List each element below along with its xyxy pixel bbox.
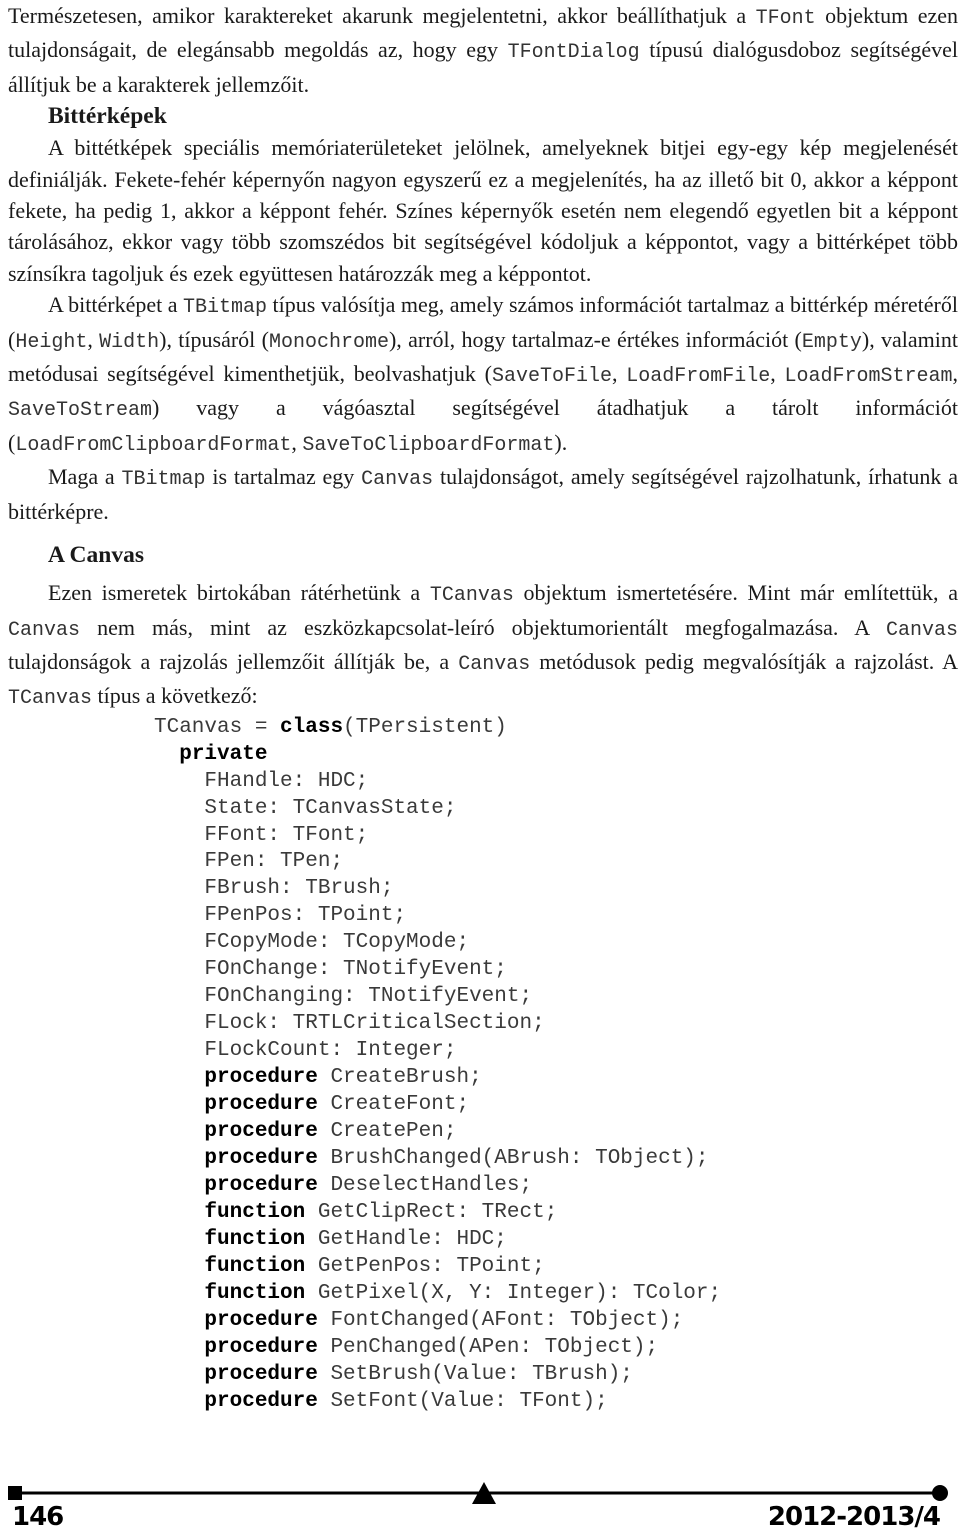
code-text: FCopyMode: TCopyMode; — [204, 931, 470, 955]
code-keyword: procedure — [204, 1146, 318, 1170]
code-text: FOnChanging: TNotifyEvent; — [204, 985, 533, 1009]
text-run: ) vagy a vágóasztal segítségével átadhatjuk a tárolt információt ( — [8, 395, 958, 455]
code-text: TCanvas = — [154, 715, 281, 739]
code-line — [154, 1011, 958, 1038]
issue-label: 2012-2013/4 — [767, 1502, 940, 1532]
code-text: FLock: TRTLCriticalSection; — [204, 1012, 545, 1036]
code-keyword: procedure — [204, 1308, 318, 1332]
code-keyword: procedure — [204, 1093, 318, 1117]
text-run: objektum ezen tulajdonságait, de elegánsabb megoldás az, hogy egy — [8, 3, 959, 63]
code-line — [154, 1119, 958, 1146]
text-run: ), típusáról ( — [159, 326, 269, 352]
code-inline: Canvas — [361, 468, 434, 492]
code-keyword: procedure — [204, 1120, 318, 1144]
code-inline: Width — [99, 330, 160, 354]
code-text: FPenPos: TPoint; — [204, 904, 407, 928]
code-inline: TCanvas — [8, 687, 93, 711]
text-run: nem más, mint az eszközkapcsolat-leíró objektumorientált megfogalmazása. A — [80, 614, 886, 640]
code-inline: LoadFromFile — [626, 365, 771, 389]
circle-marker-icon — [932, 1485, 948, 1501]
text-run: ). — [554, 429, 568, 455]
text-run: ), arról, hogy tartalmaz-e értékes információt ( — [388, 326, 802, 352]
code-text: FPen: TPen; — [204, 850, 344, 874]
code-inline: TCanvas — [429, 584, 514, 608]
code-text: FFont: TFont; — [204, 823, 369, 847]
page-content — [8, 0, 958, 1416]
code-line — [154, 1146, 958, 1173]
code-line — [154, 930, 958, 957]
page-footer — [0, 1476, 960, 1534]
code-line — [154, 1281, 958, 1308]
code-keyword: procedure — [204, 1335, 318, 1359]
code-text: BrushChanged(ABrush: TObject); — [317, 1146, 709, 1170]
square-marker-icon — [8, 1486, 22, 1500]
code-line — [154, 1200, 958, 1227]
text-run: A bittérképet a — [48, 292, 184, 318]
code-keyword: function — [204, 1200, 306, 1224]
code-text: GetClipRect: TRect; — [305, 1200, 558, 1224]
code-line — [154, 1335, 958, 1362]
text-run: , — [611, 361, 627, 387]
page-number: 146 — [12, 1502, 64, 1532]
paragraph-canvas-property — [8, 461, 958, 527]
code-keyword: procedure — [204, 1389, 318, 1413]
code-line — [154, 1092, 958, 1119]
code-keyword: function — [204, 1254, 306, 1278]
code-inline: Empty — [801, 330, 862, 354]
code-line — [154, 957, 958, 984]
code-keyword: private — [179, 742, 268, 766]
code-text: PenChanged(APen: TObject); — [317, 1335, 659, 1359]
text-run: tulajdonságok a rajzolás jellemzőit állítják be, a — [8, 648, 459, 674]
code-line — [154, 715, 958, 742]
code-line — [154, 1308, 958, 1335]
text-run: , — [952, 361, 959, 387]
text-run: típusú dialógusdoboz segítségével állítjuk be a karakterek jellemzőit. — [8, 37, 958, 97]
text-run: tulajdonságot, amely segítségével rajzolhatunk, írhatunk a bittérképre. — [8, 464, 959, 524]
text-run: , — [770, 361, 785, 387]
paragraph-tcanvas — [8, 577, 958, 715]
text-run: metódusok pedig megvalósítják a rajzolást. A — [530, 648, 958, 674]
text-run: ), valamint metódusai segítségével kimenthetjük, beolvashatjuk ( — [8, 326, 958, 387]
code-line — [154, 823, 958, 850]
text-run: , — [291, 429, 303, 455]
code-text: FontChanged(AFont: TObject); — [317, 1308, 684, 1332]
code-inline: SaveToFile — [491, 365, 612, 389]
code-inline: LoadFromStream — [784, 365, 953, 389]
code-line — [154, 1254, 958, 1281]
code-inline: Height — [15, 330, 88, 354]
code-line — [154, 903, 958, 930]
code-inline: TBitmap — [121, 468, 206, 492]
code-inline: TFont — [755, 7, 816, 30]
code-text: SetBrush(Value: TBrush); — [317, 1362, 633, 1386]
text-run: is tartalmaz egy — [205, 464, 362, 490]
code-text: CreateBrush; — [317, 1066, 482, 1090]
code-keyword: procedure — [204, 1066, 318, 1090]
text-run: Ezen ismeretek birtokában rátérhetünk a — [48, 580, 430, 606]
code-line — [154, 1173, 958, 1200]
text-run: típus valósítja meg, amely számos információt tartalmaz a bittérkép méretéről ( — [8, 292, 958, 352]
code-line — [154, 1038, 958, 1065]
code-text: CreateFont; — [317, 1093, 470, 1117]
code-inline: Canvas — [8, 618, 81, 642]
code-line — [154, 876, 958, 903]
code-line — [154, 742, 958, 769]
paragraph-tbitmap — [8, 289, 958, 461]
code-inline: TBitmap — [183, 296, 268, 320]
code-inline: Canvas — [885, 618, 958, 642]
code-text: CreatePen; — [317, 1120, 457, 1144]
code-keyword: class — [280, 715, 344, 739]
code-inline: Canvas — [458, 652, 531, 676]
code-text: FOnChange: TNotifyEvent; — [204, 958, 507, 982]
code-text: GetPixel(X, Y: Integer): TColor; — [305, 1281, 722, 1305]
code-line — [154, 769, 958, 796]
code-line — [154, 796, 958, 823]
section-heading-canvas: A Canvas — [48, 542, 144, 569]
code-inline: SaveToStream — [8, 399, 153, 423]
code-line — [154, 984, 958, 1011]
code-keyword: procedure — [204, 1173, 318, 1197]
code-text: FHandle: HDC; — [204, 769, 369, 793]
code-keyword: procedure — [204, 1362, 318, 1386]
text-run: objektum ismertetésére. Mint már említettük, a — [513, 580, 958, 606]
code-line — [154, 1065, 958, 1092]
code-inline: SaveToClipboardFormat — [302, 433, 555, 457]
code-listing — [8, 715, 958, 1416]
code-text: State: TCanvasState; — [204, 796, 457, 820]
text-run: Maga a — [48, 464, 122, 490]
paragraph-bitmaps: A bittétképek speciális memóriaterületeket jelölnek, amelyeknek bitjei egy-egy kép megjelenését definiálják. Fekete-fehér képernyőn nagyon egyszerű ez a megjelenítés, ha az illető bit 0, akkor a képpont fekete, ha pedig 1, akkor a képpont fehér. Színes képernyők esetén nem elegendő egyetlen bit a képpont tárolásához, ekkor vagy több szomszédos bit segítségével kódoljuk a képpontot, vagy a bittérképet több színsíkra tagoljuk és ezek együttesen határozzák meg a képpontot. — [8, 135, 958, 286]
text-run: , — [87, 326, 100, 352]
section-heading-bitmaps: Bittérképek — [48, 103, 167, 130]
code-text: GetPenPos: TPoint; — [305, 1254, 545, 1278]
code-line — [154, 1227, 958, 1254]
code-line — [154, 849, 958, 876]
paragraph-intro — [8, 0, 958, 100]
code-text: FLockCount: Integer; — [204, 1039, 457, 1063]
code-line — [154, 1362, 958, 1389]
code-inline: TFontDialog — [507, 41, 640, 65]
text-run: típus a következő: — [92, 683, 258, 709]
code-keyword: function — [204, 1227, 306, 1251]
code-inline: LoadFromClipboardFormat — [15, 433, 292, 457]
code-keyword: function — [204, 1281, 306, 1305]
code-text: SetFont(Value: TFont); — [317, 1389, 608, 1413]
text-run: Természetesen, amikor karaktereket akarunk megjelentetni, akkor beállíthatjuk a — [8, 3, 756, 28]
code-line — [154, 1389, 958, 1416]
code-text: FBrush: TBrush; — [204, 877, 394, 901]
code-inline: Monochrome — [268, 330, 389, 354]
code-text: GetHandle: HDC; — [305, 1227, 507, 1251]
code-text: (TPersistent) — [343, 715, 507, 739]
code-text: DeselectHandles; — [317, 1173, 533, 1197]
